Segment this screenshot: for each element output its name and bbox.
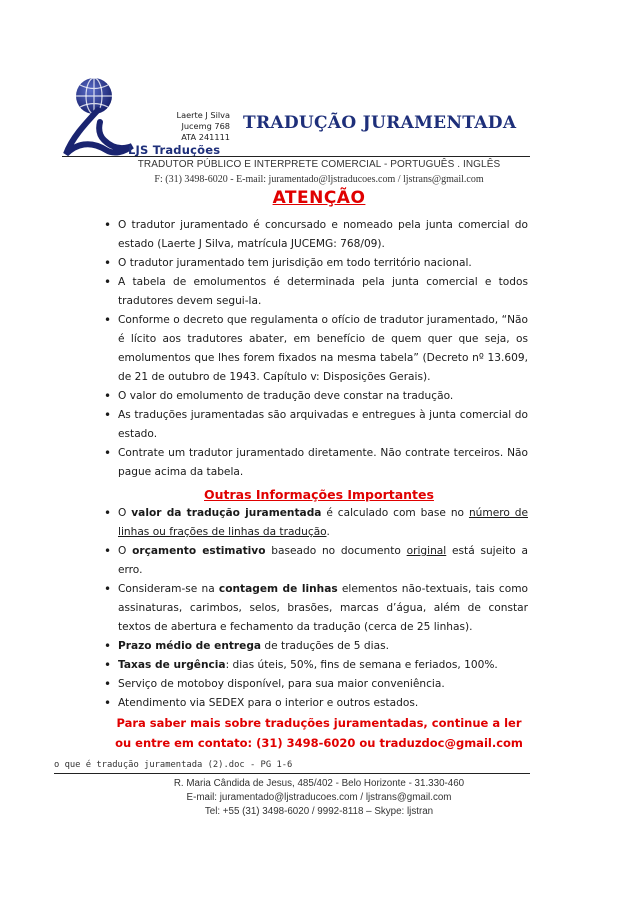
header-divider: [62, 156, 530, 157]
footer-phone: Tel: +55 (31) 3498-6020 / 9992-8118 – Skype: ljstran: [204, 806, 434, 817]
list-item: • Taxas de urgência: dias úteis, 50%, fins de semana e feriados, 100%.: [104, 656, 528, 675]
cta-line-2: ou entre em contato: (31) 3498-6020 ou traduzdoc@gmail.com: [115, 736, 523, 750]
list-item: • O tradutor juramentado tem jurisdição em todo território nacional.: [104, 254, 528, 273]
brand-name: LJS Traduções: [128, 143, 221, 157]
registration-number: Jucemg 768: [181, 121, 230, 131]
attention-list: [104, 216, 528, 482]
translator-name: Laerte J Silva: [176, 110, 230, 120]
list-item: • Contrate um tradutor juramentado diretamente. Não contrate terceiros. Não pague acima da tabela.: [104, 444, 528, 482]
list-item: • Conforme o decreto que regulamenta o ofício de tradutor juramentado, “Não é lícito aos tradutores abater, em benefício de quem quer que seja, os emolumentos que lhes forem fixados na mesma tabela” (Decreto nº 13.609, de 21 de outubro de 1943. Capítulo v: Disposições Gerais).: [104, 311, 528, 387]
list-item: • O orçamento estimativo baseado no documento original está sujeito a erro.: [104, 542, 528, 580]
other-info-list: [104, 504, 528, 713]
footer-divider: [54, 773, 530, 774]
list-item: • O valor da tradução juramentada é calculado com base no número de linhas ou frações de linhas da tradução.: [104, 504, 528, 542]
ata-number: ATA 241111: [181, 132, 230, 142]
header-subtitle: TRADUTOR PÚBLICO E INTERPRETE COMERCIAL - PORTUGUÊS . INGLÊS: [137, 159, 501, 170]
footer-address: R. Maria Cândida de Jesus, 485/402 - Belo Horizonte - 31.330-460: [173, 778, 465, 789]
header-contact: F: (31) 3498-6020 - E-mail: juramentado@ljstraducoes.com / ljstrans@gmail.com: [154, 174, 484, 185]
list-item: • Atendimento via SEDEX para o interior e outros estados.: [104, 694, 528, 713]
page-title: TRADUÇÃO JURAMENTADA: [243, 113, 517, 133]
list-item: • Prazo médio de entrega de traduções de 5 dias.: [104, 637, 528, 656]
other-info-heading: Outras Informações Importantes: [204, 487, 434, 502]
cta-line-1: Para saber mais sobre traduções juramentadas, continue a ler: [116, 716, 522, 730]
logo-info: [120, 110, 230, 156]
list-item: • A tabela de emolumentos é determinada pela junta comercial e todos tradutores devem segui-la.: [104, 273, 528, 311]
list-item: • O tradutor juramentado é concursado e nomeado pela junta comercial do estado (Laerte J Silva, matrícula JUCEMG: 768/09).: [104, 216, 528, 254]
list-item: • Serviço de motoboy disponível, para sua maior conveniência.: [104, 675, 528, 694]
attention-heading: ATENÇÃO: [272, 188, 366, 208]
list-item: • As traduções juramentadas são arquivadas e entregues à junta comercial do estado.: [104, 406, 528, 444]
list-item: • O valor do emolumento de tradução deve constar na tradução.: [104, 387, 528, 406]
footer-filename: o que é tradução juramentada (2).doc - PG 1-6: [54, 760, 293, 770]
footer-email: E-mail: juramentado@ljstraducoes.com / ljstrans@gmail.com: [186, 792, 452, 803]
list-item: • Consideram-se na contagem de linhas elementos não-textuais, tais como assinaturas, carimbos, selos, brasões, marcas d’água, além de constar textos de abertura e fechamento da tradução (cerca de 25 linhas).: [104, 580, 528, 637]
